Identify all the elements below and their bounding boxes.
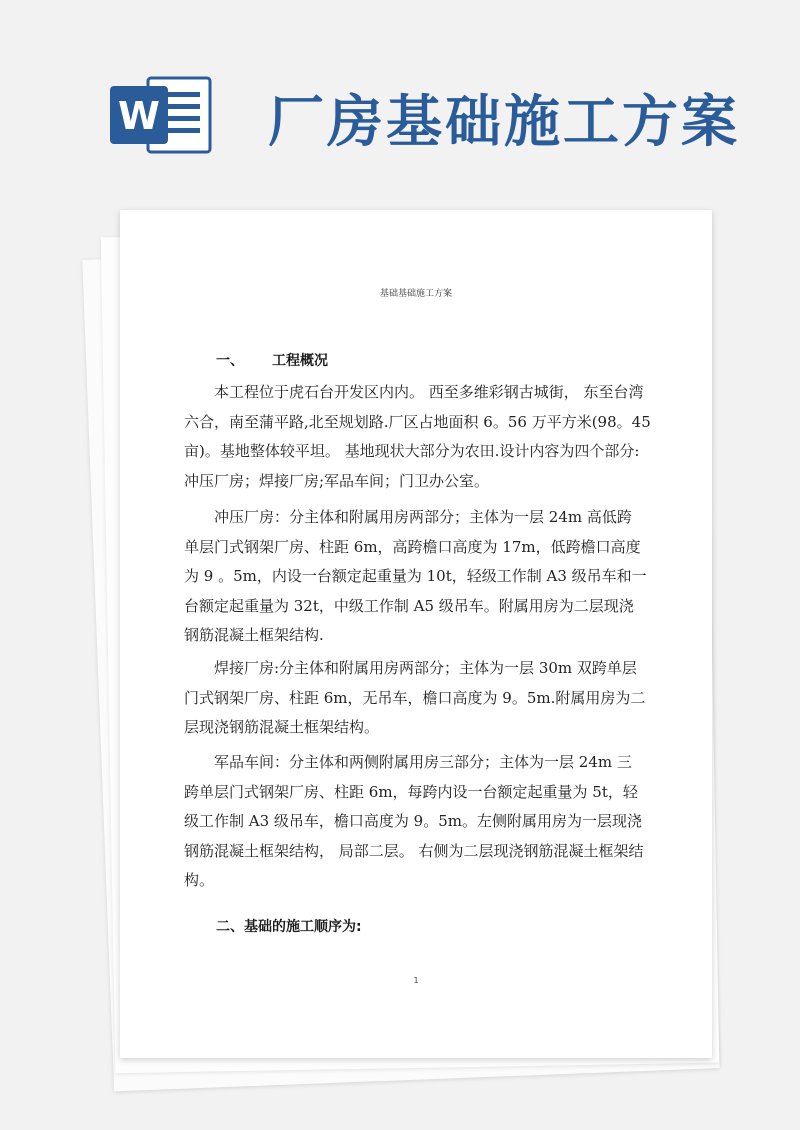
paragraph-line: 跨单层门式钢架厂房、柱距 6m，每跨内设一台额定起重量为 5t，轻 [184,782,638,801]
paragraph-line: 层现浇钢筋混凝土框架结构。 [184,718,380,737]
paragraph-line: 单层门式钢架厂房、柱距 6m，高跨檐口高度为 17m，低跨檐口高度 [184,537,641,556]
paragraph-line: 门式钢架厂房、柱距 6m，无吊车，檐口高度为 9。5m.附属用房为二 [184,688,646,707]
paragraph-line: 本工程位于虎石台开发区内内。 西至多维彩钢古城街， 东至台湾 [214,383,644,401]
paragraph-stamping-workshop [184,503,646,651]
word-document-icon [110,74,214,156]
paragraph-line: 为 9 。5m，内设一台额定起重量为 10t，轻级工作制 A3 级吊车和一 [184,567,647,586]
paragraph-line: 钢筋混凝土框架结构， 局部二层。 右侧为二层现浇钢筋混凝土框架结 [184,841,644,860]
paragraph-line: 构。 [184,871,215,890]
banner-title: 厂房基础施工方案 [268,90,740,155]
paragraph-military-workshop [184,748,646,896]
paragraph-welding-workshop [184,654,646,743]
document-page [120,210,712,1058]
section-heading-1 [216,350,328,370]
word-icon-letter: W [118,94,160,138]
section-heading-2: 二、基础的施工顺序为: [216,919,362,935]
paragraph-project-location [184,378,651,496]
page-number: 1 [413,976,419,985]
section-title: 工程概况 [272,353,328,369]
banner [0,0,800,200]
paragraph-line: 六合，南至蒲平路,北至规划路.厂区占地面积 6。56 万平方米(98。45 [184,412,651,431]
paragraph-line: 钢筋混凝土框架结构. [184,626,324,645]
paragraph-line: 台额定起重量为 32t，中级工作制 A5 级吊车。附属用房为二层现浇 [184,596,634,615]
paragraph-line: 亩)。基地整体较平坦。 基地现状大部分为农田.设计内容为四个部分: [184,442,640,461]
document-header-title: 基础基础施工方案 [379,289,452,299]
paragraph-line: 焊接厂房:分主体和附属用房两部分；主体为一层 30m 双跨单层 [214,659,637,677]
paragraph-line: 级工作制 A3 级吊车，檐口高度为 9。5m。左侧附属用房为一层现浇 [184,812,642,831]
paragraph-line: 冲压厂房；焊接厂房;军品车间；门卫办公室。 [184,471,490,490]
paragraph-line: 军品车间：分主体和两侧附属用房三部分；主体为一层 24m 三 [214,753,632,771]
paragraph-line: 冲压厂房：分主体和附属用房两部分；主体为一层 24m 高低跨 [214,508,632,526]
section-number: 一、 [216,353,244,369]
